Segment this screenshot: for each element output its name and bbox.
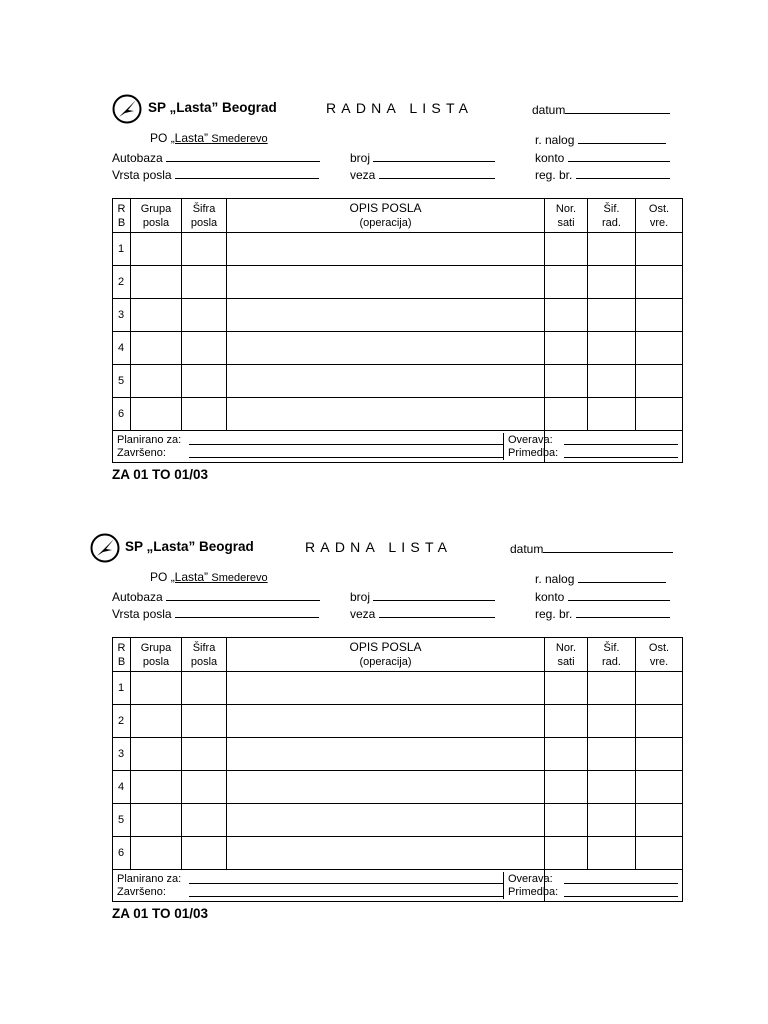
- zavrseno-field[interactable]: [117, 885, 540, 898]
- ost-vre-cell[interactable]: [636, 365, 683, 398]
- vrsta-posla-label: Vrsta posla: [112, 168, 172, 182]
- opis-cell[interactable]: [227, 398, 545, 431]
- autobaza-label: Autobaza: [112, 151, 163, 165]
- broj-field[interactable]: [350, 150, 495, 165]
- zavrseno-line: [189, 887, 504, 897]
- header-opis-posla: OPIS POSLA (operacija): [227, 638, 545, 672]
- grupa-cell[interactable]: [131, 837, 182, 870]
- r-nalog-label: r. nalog: [535, 572, 575, 586]
- veza-line: [379, 167, 495, 179]
- table-row: [113, 365, 683, 398]
- form-code: ZA 01 TO 01/03: [112, 906, 209, 921]
- reg-br-line: [576, 606, 670, 618]
- grupa-cell[interactable]: [131, 365, 182, 398]
- header-rb: R B: [113, 199, 131, 233]
- row-number: 6: [113, 398, 131, 431]
- form-title: RADNA LISTA: [305, 539, 453, 555]
- header-grupa-posla: Grupa posla: [131, 638, 182, 672]
- row-number: 3: [113, 738, 131, 771]
- datum-line: [565, 102, 670, 114]
- planirano-label: Planirano za:: [117, 873, 182, 885]
- opis-cell[interactable]: [227, 738, 545, 771]
- header-sifra-posla: Šifra posla: [182, 199, 227, 233]
- overava-line: [564, 874, 678, 884]
- sifra-cell[interactable]: [182, 398, 227, 431]
- reg-br-line: [576, 167, 670, 179]
- ost-vre-cell[interactable]: [636, 837, 683, 870]
- opis-cell[interactable]: [227, 299, 545, 332]
- opis-cell[interactable]: [227, 771, 545, 804]
- ost-vre-cell[interactable]: [636, 332, 683, 365]
- datum-field[interactable]: [532, 102, 670, 117]
- veza-label: veza: [350, 607, 376, 621]
- sif-rad-cell[interactable]: [588, 837, 636, 870]
- sifra-cell[interactable]: [182, 738, 227, 771]
- po-label: [150, 570, 268, 584]
- r-nalog-line: [578, 571, 666, 583]
- vrsta-posla-line: [175, 606, 319, 618]
- vrsta-posla-line: [175, 167, 319, 179]
- opis-cell[interactable]: [227, 365, 545, 398]
- ost-vre-cell[interactable]: [636, 738, 683, 771]
- grupa-cell[interactable]: [131, 771, 182, 804]
- r-nalog-field[interactable]: [535, 132, 666, 147]
- table-row: [113, 233, 683, 266]
- zavrseno-label: Završeno:: [117, 447, 166, 459]
- sif-rad-cell[interactable]: [588, 332, 636, 365]
- planirano-zavrseno-cell: [113, 870, 545, 902]
- konto-label: konto: [535, 590, 565, 604]
- autobaza-line: [166, 589, 320, 601]
- grupa-cell[interactable]: [131, 299, 182, 332]
- grupa-cell[interactable]: [131, 705, 182, 738]
- header-ost-vre: Ost. vre.: [636, 638, 683, 672]
- ost-vre-cell[interactable]: [636, 398, 683, 431]
- po-label: [150, 131, 268, 145]
- work-sheet-form-1: [0, 0, 768, 482]
- broj-line: [373, 150, 495, 162]
- table-row: [113, 705, 683, 738]
- nor-sati-cell[interactable]: [545, 332, 588, 365]
- sifra-cell[interactable]: [182, 266, 227, 299]
- autobaza-label: Autobaza: [112, 590, 163, 604]
- table-row: [113, 332, 683, 365]
- table-header-row: [113, 638, 683, 672]
- lasta-logo-icon: [90, 533, 120, 563]
- ost-vre-cell[interactable]: [636, 233, 683, 266]
- primedba-label: Primedba:: [508, 886, 559, 898]
- opis-cell[interactable]: [227, 233, 545, 266]
- po-name: „Lasta” Smederevo: [170, 570, 268, 584]
- autobaza-field[interactable]: [112, 150, 320, 165]
- sifra-cell[interactable]: [182, 771, 227, 804]
- veza-field[interactable]: [350, 606, 495, 621]
- reg-br-field[interactable]: [535, 167, 670, 182]
- operations-table: [112, 637, 683, 902]
- operations-table: [112, 198, 683, 463]
- nor-sati-cell[interactable]: [545, 804, 588, 837]
- sifra-cell[interactable]: [182, 332, 227, 365]
- nor-sati-cell[interactable]: [545, 771, 588, 804]
- row-number: 3: [113, 299, 131, 332]
- table-footer-row: [113, 870, 683, 902]
- konto-line: [568, 589, 670, 601]
- sif-rad-cell[interactable]: [588, 233, 636, 266]
- konto-field[interactable]: [535, 150, 670, 165]
- primedba-label: Primedba:: [508, 447, 559, 459]
- grupa-cell[interactable]: [131, 332, 182, 365]
- nor-sati-cell[interactable]: [545, 837, 588, 870]
- overava-label: Overava:: [508, 873, 553, 885]
- row-number: 1: [113, 233, 131, 266]
- nor-sati-cell[interactable]: [545, 705, 588, 738]
- planirano-label: Planirano za:: [117, 434, 182, 446]
- vrsta-posla-label: Vrsta posla: [112, 607, 172, 621]
- ost-vre-cell[interactable]: [636, 771, 683, 804]
- primedba-line: [564, 887, 678, 897]
- row-number: 5: [113, 365, 131, 398]
- company-name: SP „Lasta” Beograd: [125, 539, 254, 554]
- ost-vre-cell[interactable]: [636, 705, 683, 738]
- lasta-logo-icon: [112, 94, 142, 124]
- nor-sati-cell[interactable]: [545, 365, 588, 398]
- opis-cell[interactable]: [227, 804, 545, 837]
- konto-label: konto: [535, 151, 565, 165]
- grupa-cell[interactable]: [131, 233, 182, 266]
- r-nalog-field[interactable]: [535, 571, 666, 586]
- datum-label: datum: [532, 103, 566, 117]
- table-row: [113, 738, 683, 771]
- datum-line: [543, 541, 673, 553]
- sif-rad-cell[interactable]: [588, 771, 636, 804]
- ost-vre-cell[interactable]: [636, 299, 683, 332]
- opis-cell[interactable]: [227, 332, 545, 365]
- header-nor-sati: Nor. sati: [545, 638, 588, 672]
- opis-cell[interactable]: [227, 266, 545, 299]
- header-sif-rad: Šif. rad.: [588, 638, 636, 672]
- sif-rad-cell[interactable]: [588, 365, 636, 398]
- nor-sati-cell[interactable]: [545, 266, 588, 299]
- work-sheet-form-2: [0, 439, 768, 921]
- veza-label: veza: [350, 168, 376, 182]
- veza-field[interactable]: [350, 167, 495, 182]
- r-nalog-line: [578, 132, 666, 144]
- row-number: 5: [113, 804, 131, 837]
- sif-rad-cell[interactable]: [588, 266, 636, 299]
- overava-field[interactable]: [508, 872, 678, 885]
- ost-vre-cell[interactable]: [636, 804, 683, 837]
- table-row: [113, 672, 683, 705]
- r-nalog-label: r. nalog: [535, 133, 575, 147]
- autobaza-field[interactable]: [112, 589, 320, 604]
- reg-br-label: reg. br.: [535, 607, 573, 621]
- opis-cell[interactable]: [227, 837, 545, 870]
- grupa-cell[interactable]: [131, 738, 182, 771]
- row-number: 4: [113, 332, 131, 365]
- row-number: 6: [113, 837, 131, 870]
- table-header-row: [113, 199, 683, 233]
- table-row: [113, 804, 683, 837]
- header-rb: R B: [113, 638, 131, 672]
- sifra-cell[interactable]: [182, 837, 227, 870]
- ost-vre-cell[interactable]: [636, 672, 683, 705]
- reg-br-label: reg. br.: [535, 168, 573, 182]
- table-row: [113, 299, 683, 332]
- header-nor-sati: Nor. sati: [545, 199, 588, 233]
- sif-rad-cell[interactable]: [588, 804, 636, 837]
- po-prefix: PO: [150, 131, 168, 145]
- veza-line: [379, 606, 495, 618]
- reg-br-field[interactable]: [535, 606, 670, 621]
- grupa-cell[interactable]: [131, 804, 182, 837]
- autobaza-line: [166, 150, 320, 162]
- opis-cell[interactable]: [227, 672, 545, 705]
- sif-rad-cell[interactable]: [588, 398, 636, 431]
- header-ost-vre: Ost. vre.: [636, 199, 683, 233]
- sif-rad-cell[interactable]: [588, 299, 636, 332]
- opis-cell[interactable]: [227, 705, 545, 738]
- vrsta-posla-field[interactable]: [112, 167, 319, 182]
- planirano-line: [189, 874, 504, 884]
- sif-rad-cell[interactable]: [588, 705, 636, 738]
- grupa-cell[interactable]: [131, 398, 182, 431]
- datum-label: datum: [510, 542, 544, 556]
- konto-line: [568, 150, 670, 162]
- company-name: SP „Lasta” Beograd: [148, 100, 277, 115]
- overava-primedba-cell: [508, 870, 683, 902]
- primedba-field[interactable]: [508, 885, 678, 898]
- nor-sati-cell[interactable]: [545, 672, 588, 705]
- header-opis-posla: OPIS POSLA (operacija): [227, 199, 545, 233]
- table-row: [113, 771, 683, 804]
- row-number: 1: [113, 672, 131, 705]
- sifra-cell[interactable]: [182, 705, 227, 738]
- po-prefix: PO: [150, 570, 168, 584]
- ost-vre-cell[interactable]: [636, 266, 683, 299]
- table-row: [113, 266, 683, 299]
- header-sif-rad: Šif. rad.: [588, 199, 636, 233]
- sifra-cell[interactable]: [182, 804, 227, 837]
- overava-label: Overava:: [508, 434, 553, 446]
- table-row: [113, 837, 683, 870]
- datum-field[interactable]: [510, 541, 673, 556]
- nor-sati-cell[interactable]: [545, 233, 588, 266]
- broj-line: [373, 589, 495, 601]
- sifra-cell[interactable]: [182, 365, 227, 398]
- grupa-cell[interactable]: [131, 672, 182, 705]
- row-number: 2: [113, 705, 131, 738]
- sifra-cell[interactable]: [182, 299, 227, 332]
- sifra-cell[interactable]: [182, 672, 227, 705]
- nor-sati-cell[interactable]: [545, 398, 588, 431]
- nor-sati-cell[interactable]: [545, 299, 588, 332]
- broj-label: broj: [350, 151, 371, 165]
- form-title: RADNA LISTA: [326, 100, 474, 116]
- sif-rad-cell[interactable]: [588, 738, 636, 771]
- row-number: 2: [113, 266, 131, 299]
- po-name: „Lasta” Smederevo: [170, 131, 268, 145]
- broj-field[interactable]: [350, 589, 495, 604]
- table-row: [113, 398, 683, 431]
- header-grupa-posla: Grupa posla: [131, 199, 182, 233]
- vrsta-posla-field[interactable]: [112, 606, 319, 621]
- zavrseno-label: Završeno:: [117, 886, 166, 898]
- broj-label: broj: [350, 590, 371, 604]
- header-sifra-posla: Šifra posla: [182, 638, 227, 672]
- konto-field[interactable]: [535, 589, 670, 604]
- grupa-cell[interactable]: [131, 266, 182, 299]
- sifra-cell[interactable]: [182, 233, 227, 266]
- nor-sati-cell[interactable]: [545, 738, 588, 771]
- planirano-field[interactable]: [117, 872, 540, 885]
- form-code: ZA 01 TO 01/03: [112, 467, 209, 482]
- row-number: 4: [113, 771, 131, 804]
- sif-rad-cell[interactable]: [588, 672, 636, 705]
